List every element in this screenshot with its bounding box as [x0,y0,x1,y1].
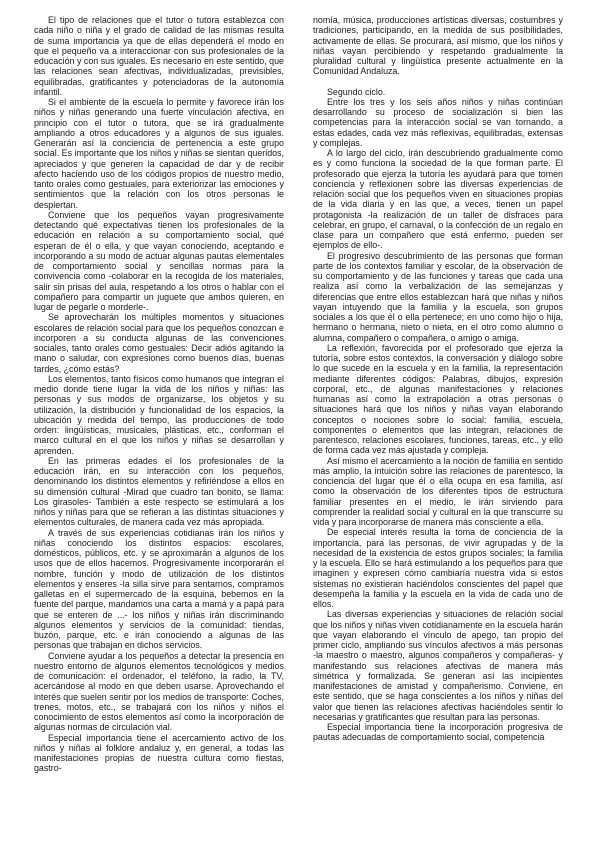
body-paragraph: Así mismo el acercamiento a la noción de familia en sentido más amplio, la intuición sobre las relaciones de parentesco, la conciencia del lugar que él o ella ocupa en esa familia, así como la observación de los diferentes tipos de estructura familiar presentes en el medio, le irán sirviendo para comprender la realidad social y cultural en la que transcurre su vida y para incorporarse de manera más consciente a ella. [313,455,563,527]
body-paragraph: A lo largo del ciclo, irán descubriendo gradualmente como es y como funciona la sociedad de la que forman parte. El profesorado que ejerza la tutoría les ayudará para que tomen conciencia y reflexionen sobre las diversas experiencias de relación social que los pequeños viven en situaciones propias de la vida diaria y en las que, a veces, tienen un papel protagonista -la realización de un taller de disfraces para celebrar, en grupo, el carnaval, o la confección de un regalo en clase para un compañero que está enfermo, pueden ser ejemplos de ello-. [313,148,563,251]
body-paragraph: De especial interés resulta la toma de conciencia de la importancia, para las personas, de vivir agrupadas y de la necesidad de la existencia de estos grupos sociales; la familia y la escuela. Ello se hará estimulando a los pequeños para que imaginen y expresen cómo cambiaría nuestra vida si estos sistemas no existieran haciéndolos conscientes del papel que desempeña la familia y la escuela en la vida de cada uno de ellos. [313,527,563,609]
body-paragraph: Entre los tres y los seis años niños y niñas continúan desarrollando su proceso de socialización si bien las competencias para la interacción social se van tornando, a estas edades, cada vez más reflexivas, equilibradas, extensas y complejas. [313,96,563,148]
body-paragraph: Especial importancia tiene el acercamiento activo de los niños y niñas al folklore andaluz y, en general, a todas las manifestaciones propias de nuestra cultura como fiestas, gastro- [34,732,284,774]
body-paragraph: A través de sus experiencias cotidianas irán los niños y niñas conociendo los distintos espacios: escolares, domésticos, públicos, etc. y se aproximarán a algunos de los usos que de ellos hacemos. Progresivamente incorporarán el nombre, función y modo de utilización de los distintos elementos y enseres -la silla sirve para sentarnos, compramos galletas en el supermercado de la esquina, bebemos en la fuente del parque, mandamos una carta a mamá y a papá para que se enteren de ...- los niños y niñas irán discriminando algunos elementos y servicios de la comunidad: tiendas, buzón, parque, etc. e irán conociendo a algunas de las personas que trabajan en dichos servicios. [34,527,284,651]
body-paragraph: El tipo de relaciones que el tutor o tutora establezca con cada niño o niña y el grado de calidad de las mismas resulta de suma importancia ya que de ellas dependerá el modo en que el pequeño va a interaccionar con sus profesionales de la educación y con sus iguales. Es necesario en este sentido, que las relaciones sean afectivas, individualizadas, previsibles, equilibradas, gratificantes y potenciadoras de la autonomía infantil. [34,15,284,97]
left-column [34,15,284,830]
body-paragraph: Conviene que los pequeños vayan progresivamente detectando qué expectativas tienen los profesionales de la educación en relación a su comportamiento social, qué esperan de él o ella, y que vayan conociendo, aceptando e incorporando a su modo de actuar algunas pautas elementales de comportamiento social y sencillas normas para la convivencia como -colaborar en la recogida de los materiales, salir sin prisas del aula, respetando a los otros o hablar con el compañero para compartir un juguete que ambos quieren, en lugar de pegarle o morderle-. [34,209,284,312]
body-paragraph: Las diversas experiencias y situaciones de relación social que los niños y niñas viven cotidianamente en la escuela harán que vayan elaborando el vínculo de apego, tan propio del primer ciclo, ampliando sus vínculos afectivos a más personas -la maestro o maestro, algunos compañeros y compañeras- y manifestando sus relaciones afectivas de manera más simétrica y formalizada. Se generan así las incipientes manifestaciones de amistad y compañerismo. Conviene, en este sentido, que se haga conscientes a los niños y niñas del valor que tienen las relaciones afectivas haciéndoles sentir lo necesarias y gratificantes que resultan para las personas. [313,609,563,722]
body-paragraph: Si el ambiente de la escuela lo permite y favorece irán los niños y niñas generando una fuerte vinculación afectiva, en principio con el tutor o tutora, que se irá gradualmente ampliando a otros educadores y a algunos de sus iguales. Generarán así la conciencia de pertenencia a este grupo social. Es importante que los niños y niñas se sientan queridos, apreciados y que generen la capacidad de dar y de recibir afecto haciendo uso de los códigos propios de nuestro medio, tanto orales como gestuales, para exteriorizar las emociones y sentimientos que la relación con los otros personas le despiertan. [34,97,284,210]
continuation-paragraph: nomía, música, producciones artísticas diversas, costumbres y tradiciones, participando, en la medida de sus posibilidades, activamente de ellas. Se procurará, así mismo, que los niños y niñas vayan percibiendo y respetando gradualmente la pluralidad cultural y lingüística presente actualmente en la Comunidad Andaluza. [313,15,563,77]
body-paragraph: Los elementos, tanto físicos como humanos que integran el medio donde tiene lugar la vida de los niños y niñas: las personas y sus modos de organizarse, los objetos y su utilización, la distribución y funcionalidad de los espacios, la ubicación y medida del tiempo, las producciones de todo orden: lingüísticas, musicales, plásticas, etc., conforman el marco cultural en el que los niños y niñas se desarrollan y aprenden. [34,373,284,456]
body-paragraph: En las primeras edades el los profesionales de la educación irán, en su interacción con los pequeños, denominando los distintos elementos y refiriéndose a ellos en su dimensión cultural -Mirad que cuadro tan bonito, se llama: Los girasoles- También a este respecto se estimulará a los niños y niñas para que se refieran a las distintas situaciones y elementos culturales, de manera cada vez más apropiada. [34,455,284,528]
body-paragraph: El progresivo descubrimiento de las personas que forman parte de los contextos familiar y escolar, de la observación de su comportamiento y de las funciones y tareas que cada una realiza así como la verbalización de las semejanzas y diferencias que entre ellos establezcan hará que niñas y niños vayan intuyendo que la familia y la escuela, son grupos sociales a los que él o ella pertenece; en uno como hijo o hija, hermano o hermana, nieto o nieta, en el otro como alumno o alumna, compañero o compañera, o amigo o amiga. [313,250,563,343]
right-column [313,15,563,830]
body-paragraph: Conviene ayudar a los pequeños a detectar la presencia en nuestro entorno de algunos elementos tecnológicos y medios de comunicación: el ordenador, el teléfono, la radio, la TV, acercándose al modo en que deben usarse. Aprovechando el interés que suelen sentir por los medios de transporte: Coches, trenes, motos, etc., se trabajará con los niños y niños el conocimiento de estos elementos así como la incorporación de algunas normas de circulación vial. [34,650,284,733]
body-paragraph: La reflexión, favorecida por el profesorado que ejerza la tutoría, sobre estos contextos, la conversación y diálogo sobre lo que sucede en la escuela y en la familia, la representación mediante diferentes códigos: Palabras, dibujos, expresión corporal, etc., de algunas manifestaciones y relaciones humanas así como la extrapolación a otras personas o situaciones hará que los niños y niñas vayan elaborando conceptos o nociones sobre lo social: familia, escuela, componentes o elementos que las integran, relaciones de parentesco, relaciones escolares, funciones, tareas, etc., y ello de forma cada vez más ajustada y compleja. [313,342,563,456]
section-subheading: Segundo ciclo. [327,86,386,97]
body-paragraph: Especial importancia tiene la incorporación progresiva de pautas adecuadas de comportamiento social, competencia [313,722,563,743]
body-paragraph: Se aprovecharán los múltiples momentos y situaciones escolares de relación social para que los pequeños conozcan e incorporen a su conducta algunas de las convenciones sociales, tanto orales como gestuales: Decir adiós agitando la mano o saludar, con expresiones como buenos días, buenas tardes, ¿cómo estás? [34,312,284,374]
